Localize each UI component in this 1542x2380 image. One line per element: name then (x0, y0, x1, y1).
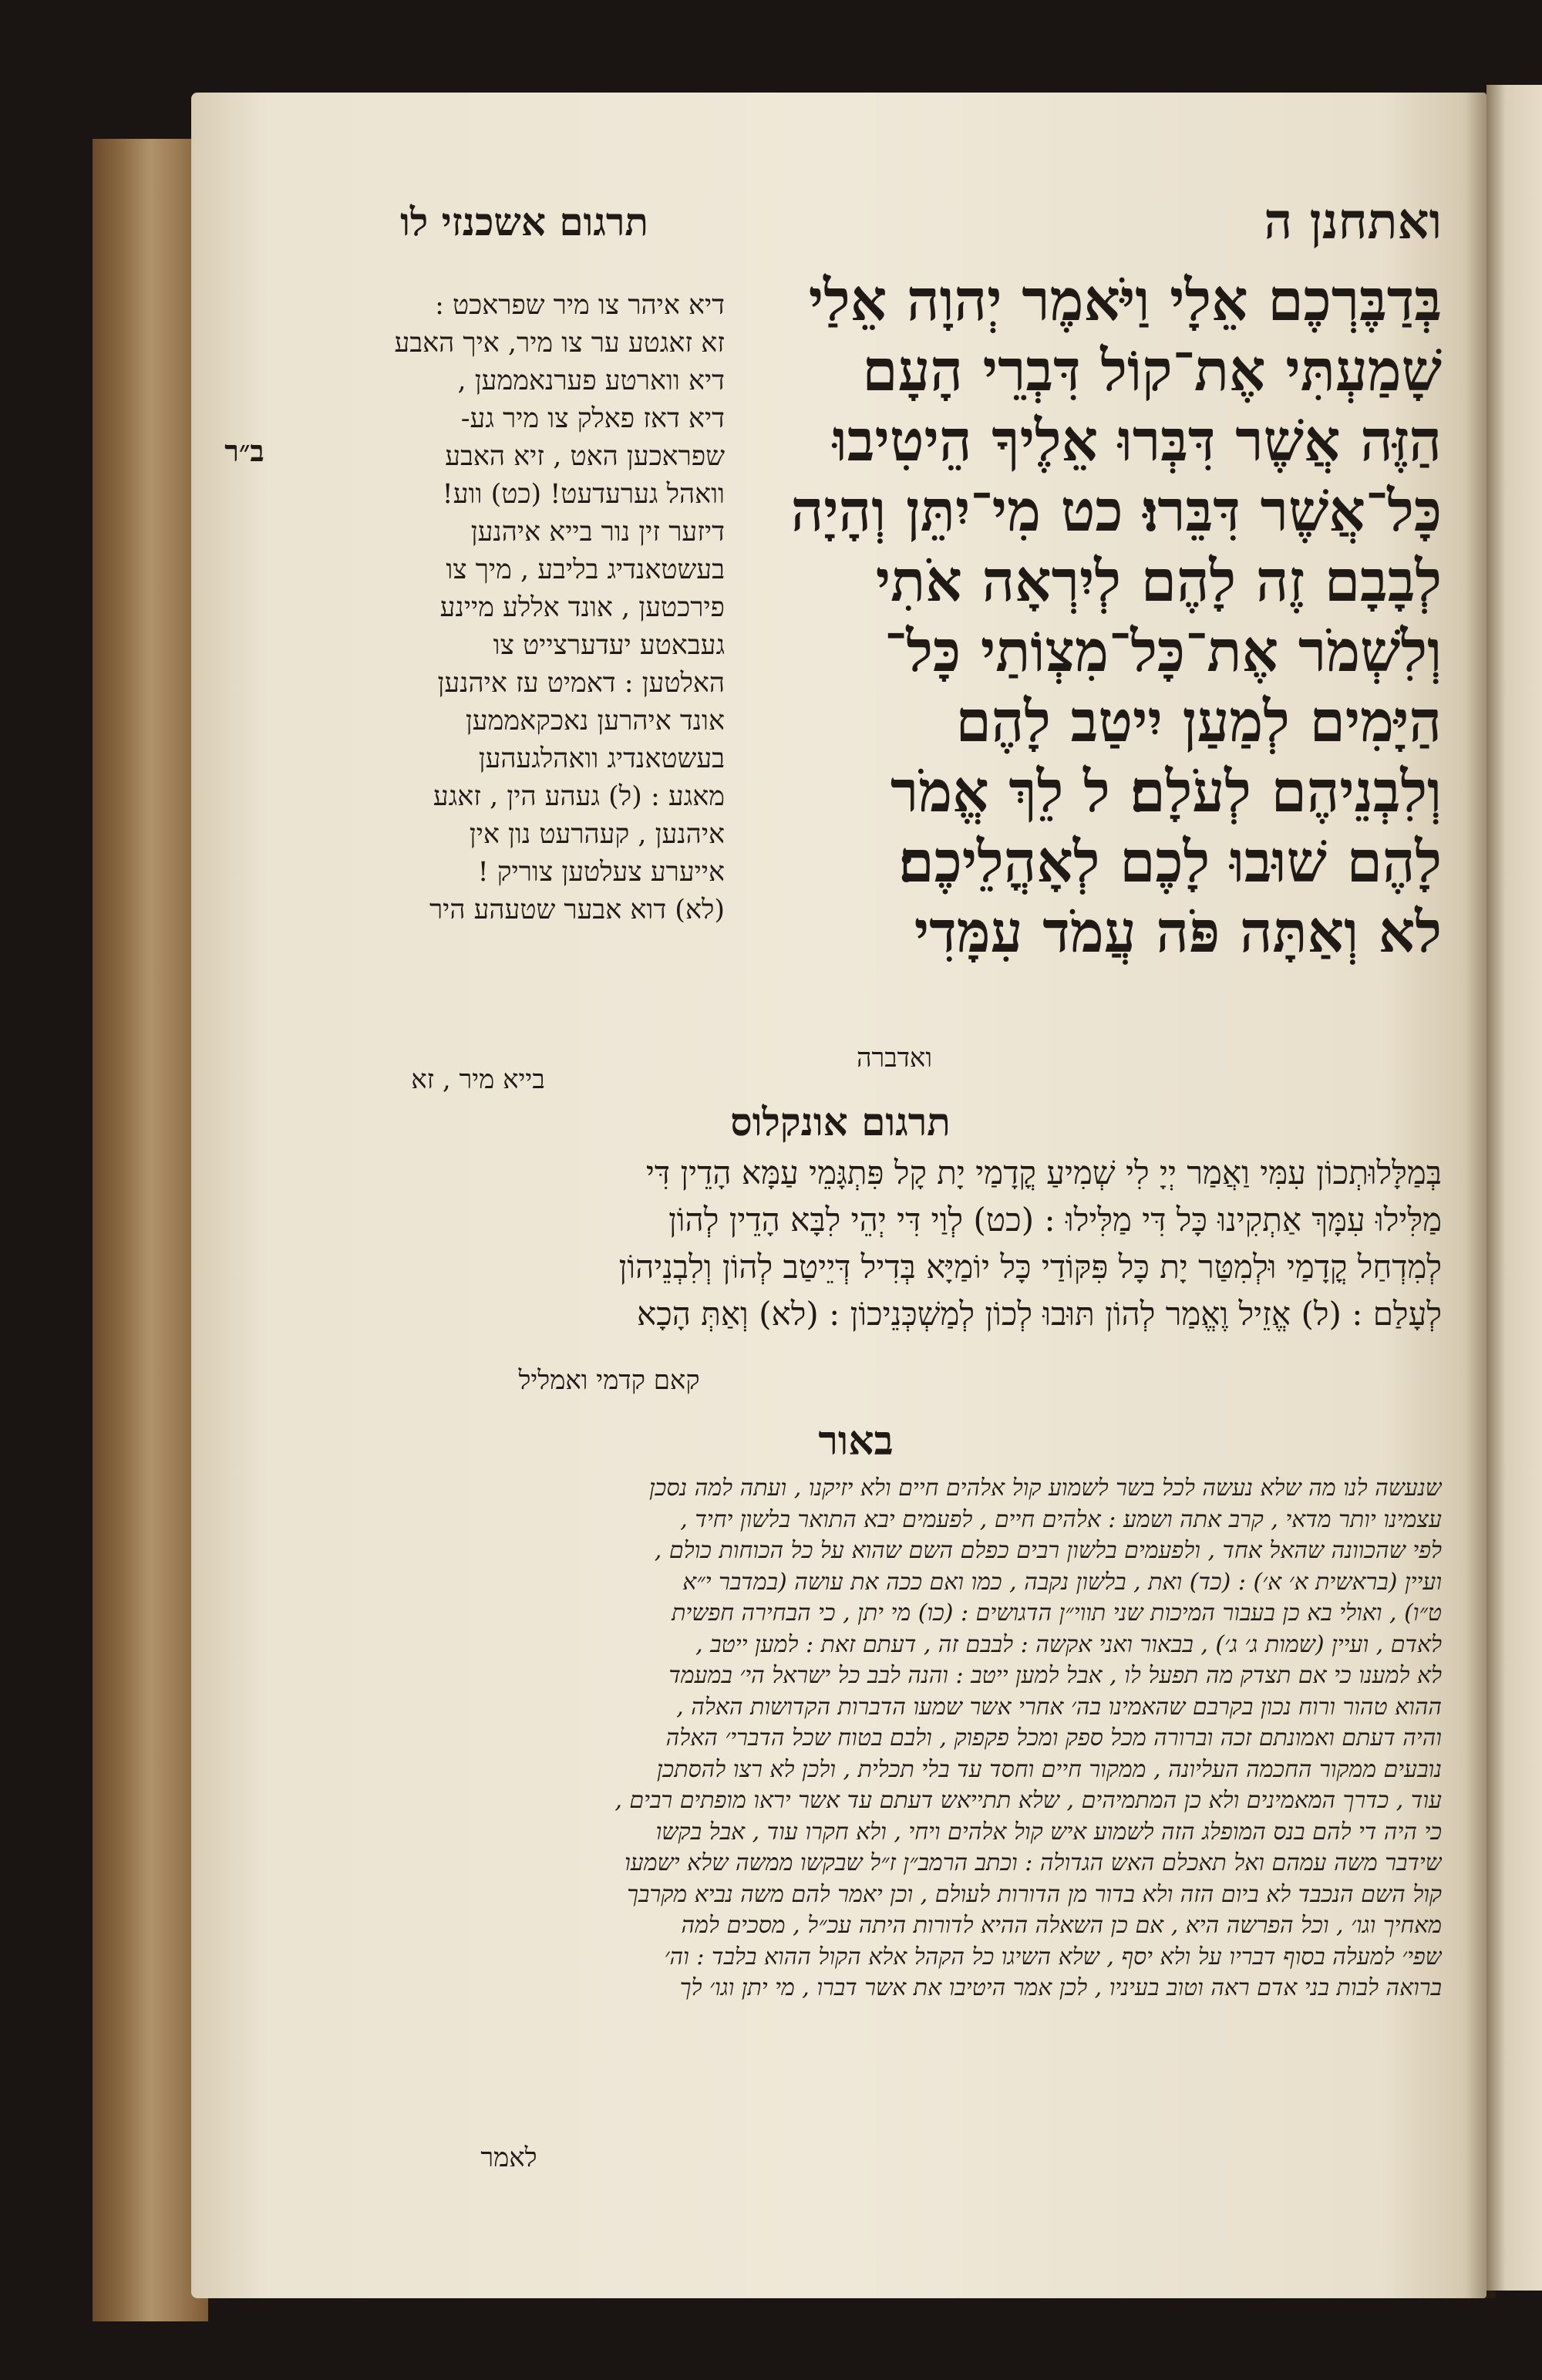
yiddish-line: האלטען : דאמיט עז איהנען (437, 668, 725, 699)
yiddish-line: וואהל גערעדעט! (כט) ווע! (442, 479, 725, 510)
onkelos-heading: תרגום אונקלוס (730, 1099, 951, 1144)
biur-line: עצמינו יותר מדאי , קרב אתה ושמע : אלהים חיים , לפעמים יבא התואר בלשון יחיד , (680, 1505, 1442, 1533)
torah-text-column (740, 266, 1442, 968)
biur-line: ההוא טהור ורוח נכון בקרבם שהאמינו בה׳ אחרי אשר שמעו הדברות הקדושות האלה , (676, 1693, 1442, 1721)
onkelos-line: בְּמַלָּלוּתְכוֹן עִמִּי וַאֲמַר יְיָ לִי שְׁמִיעַ קֳדָמַי יָת קָל פִּתְגָּמֵי עַמָּא הָדֵין דִּי (645, 1154, 1442, 1192)
yiddish-line: דיזער זין נור בייא איהנען (470, 517, 725, 548)
onkelos-line: מַלִּילוּ עִמָּךְ אַתְקִינוּ כָּל דִּי מַלִּילוּ : (כט) לְוַי דִּי יְהֵי לִבָּא הָדֵין לְהוֹן (668, 1201, 1442, 1239)
biur-line: לא למענו כי אם תצדק מה תפעל לו , אבל למען ייטב : והנה לבב כל ישראל הי׳ במעמד (668, 1662, 1442, 1689)
biur-line: ברואה לבות בני אדם ראה וטוב בעיניו , לכן אמר היטיבו את אשר דברו , מי יתן וגו׳ לך (679, 1974, 1442, 2001)
torah-line: בְּדַבֶּרְכֶם אֵלָי וַיֹּאמֶר יְהוָה אֵלַי (808, 268, 1442, 334)
biur-line: לאדם , ועיין (שמות ג׳ ג׳) , בבאור ואני אקשה : לבבם זה , דעתם זאת : למען ייטב , (695, 1630, 1442, 1658)
page-header-translation: תרגום אשכנזי לו (400, 199, 648, 244)
yiddish-line: שפראכען האט , זיא האבע (445, 441, 725, 472)
yiddish-line: אונד איהרען נאכקאממען (465, 706, 725, 737)
biur-line: מאחיך וגו׳ , וכל הפרשה היא , אם כן השאלה ההיא לדורות היתה עכ״ל , מסכים למה (681, 1912, 1442, 1939)
yiddish-translation-column (316, 287, 725, 929)
biur-line: לפי שהכוונה שהאל אחד , ולפעמים בלשון רבים כפלם השם שהוא על כל הכוחות כולם , (654, 1537, 1442, 1564)
torah-line: לָהֶם שׁוּבוּ לָכֶם לְאָהֳלֵיכֶם׃ (898, 829, 1442, 895)
yiddish-line: אייערע צעלטען צוריק ! (477, 857, 725, 888)
onkelos-line: לְמִדְחַל קֳדָמַי וּלְמִטַּר יָת כָּל פִּקּוֹדַי כָּל יוֹמַיָּא בְּדִיל דְּיֵיטַב לְהוֹן וְלִבְנֵיהוֹן (618, 1248, 1442, 1286)
yiddish-line: דיא דאז פאלק צו מיר גע- (460, 403, 725, 434)
onkelos-line: לְעָלַם : (ל) אֱזֵיל וֶאֱמַר לְהוֹן תּוּבוּ לְכוֹן לְמַשְׁכְּנֵיכוֹן : (לא) וְאַתְּ הָכָא (636, 1295, 1442, 1333)
biur-line: שפי׳ למעלה בסוף דבריו על ולא יסף , שלא השיגו כל הקהל אלא הקול ההוא בלבד : וה׳ (664, 1943, 1442, 1970)
yiddish-catchword: בייא מיר , זא (411, 1064, 545, 1095)
onkelos-text (332, 1149, 1442, 1337)
yiddish-line: (לא) דוא אבער שטעהע היר (429, 895, 725, 925)
yiddish-line: געבאטע יעדערצייט צו (493, 630, 725, 661)
yiddish-line: זא זאגטע ער צו מיר, איך האבע (394, 328, 725, 359)
biur-line: שידבר משה עמהם ואל תאכלם האש הגדולה : וכתב הרמב״ן ז״ל שבקשו ממשה שלא ישמעו (625, 1849, 1442, 1876)
yiddish-line: בעשטאנדיג וואהלגעהען (478, 743, 725, 774)
torah-line: הַזֶּה אֲשֶׁר דִּבְּרוּ אֵלֶיךָ הֵיטִיבוּ (832, 408, 1442, 474)
biur-line: ועיין (בראשית א׳ א׳) : (כד) ואת , בלשון נקבה , כמו ואם ככה את עושה (במדבר י״א (682, 1568, 1442, 1596)
yiddish-line: פירכטען , אונד אללע מיינע (439, 592, 725, 623)
yiddish-line: איהנען , קעהרעט נון אין (469, 819, 725, 850)
biur-catchword: לאמר (480, 2142, 537, 2173)
biur-line: נובעים ממקור החכמה העליונה , ממקור חיים וחסד עד בלי תכלית , ולכן לא רצו להסתכן (656, 1755, 1442, 1783)
onkelos-catchword: קאם קדמי ואמליל (518, 1365, 700, 1396)
yiddish-line: מאגע : (ל) געהע הין , זאגע (433, 781, 725, 812)
biur-heading: באור (818, 1418, 894, 1465)
torah-line: וְלִבְנֵיהֶם לְעֹלָם׃ ל לֵךְ אֱמֹר (890, 759, 1442, 825)
torah-line: לא וְאַתָּה פֹּה עֲמֹד עִמָּדִי (914, 899, 1442, 966)
yiddish-line: בעשטאנדיג בליבע , מיך צו (446, 555, 725, 585)
page-header-parasha: ואתחנן ה (1264, 193, 1442, 251)
torah-line: וְלִשְׁמֹר אֶת־כָּל־מִצְוֹתַי כָּל־ (884, 619, 1442, 685)
biur-line: כי היה די להם בנס המופלג הזה לשמוע איש קול אלהים ויחי , ולא חקרו עוד , אבל בקשו (655, 1818, 1442, 1846)
facing-page-edge (1486, 85, 1542, 2291)
biur-line: והיה דעתם ואמונתם זכה וברורה מכל ספק ומכל פקפוק , ולבם בטוח שכל הדברי׳ האלה (665, 1724, 1442, 1751)
biur-line: עוד , כדרך המאמינים ולא כן המתמיהים , שלא תתייאש דעתם עד אשר יראו מופתים רבים , (614, 1787, 1442, 1814)
biur-commentary (332, 1473, 1442, 2004)
yiddish-line: דיא ווארטע פערנאממען , (457, 366, 725, 396)
torah-line: הַיָּמִים לְמַעַן יִיטַב לָהֶם (955, 689, 1442, 755)
yiddish-line: דיא איהר צו מיר שפראכט : (435, 290, 725, 321)
biur-line: קול השם הנכבד לא ביום הזה ולא בדור מן הדורות לעולם , וכן יאמר להם משה נביא מקרבך (627, 1880, 1442, 1908)
biur-line: שנעשה לנו מה שלא נעשה לכל בשר לשמוע קול אלהים חיים ולא יזיקנו , ועתה למה נסכן (649, 1475, 1442, 1502)
margin-note: ב״ר (224, 433, 264, 468)
torah-catchword: ואדברה (856, 1043, 933, 1074)
torah-line: כָּל־אֲשֶׁר דִּבֵּרוּ׃ כט מִי־יִתֵּן וְהָיָה (790, 478, 1442, 544)
biur-line: ט״ו) , ואולי בא כן בעבור המיכות שני תווי״ן הדגושים : (כו) מי יתן , כי הבחירה חפשית (672, 1600, 1442, 1627)
torah-line: לְבָבָם זֶה לָהֶם לְיִרְאָה אֹתִי (875, 548, 1442, 615)
torah-line: שָׁמַעְתִּי אֶת־קוֹל דִּבְרֵי הָעָם (862, 338, 1442, 404)
